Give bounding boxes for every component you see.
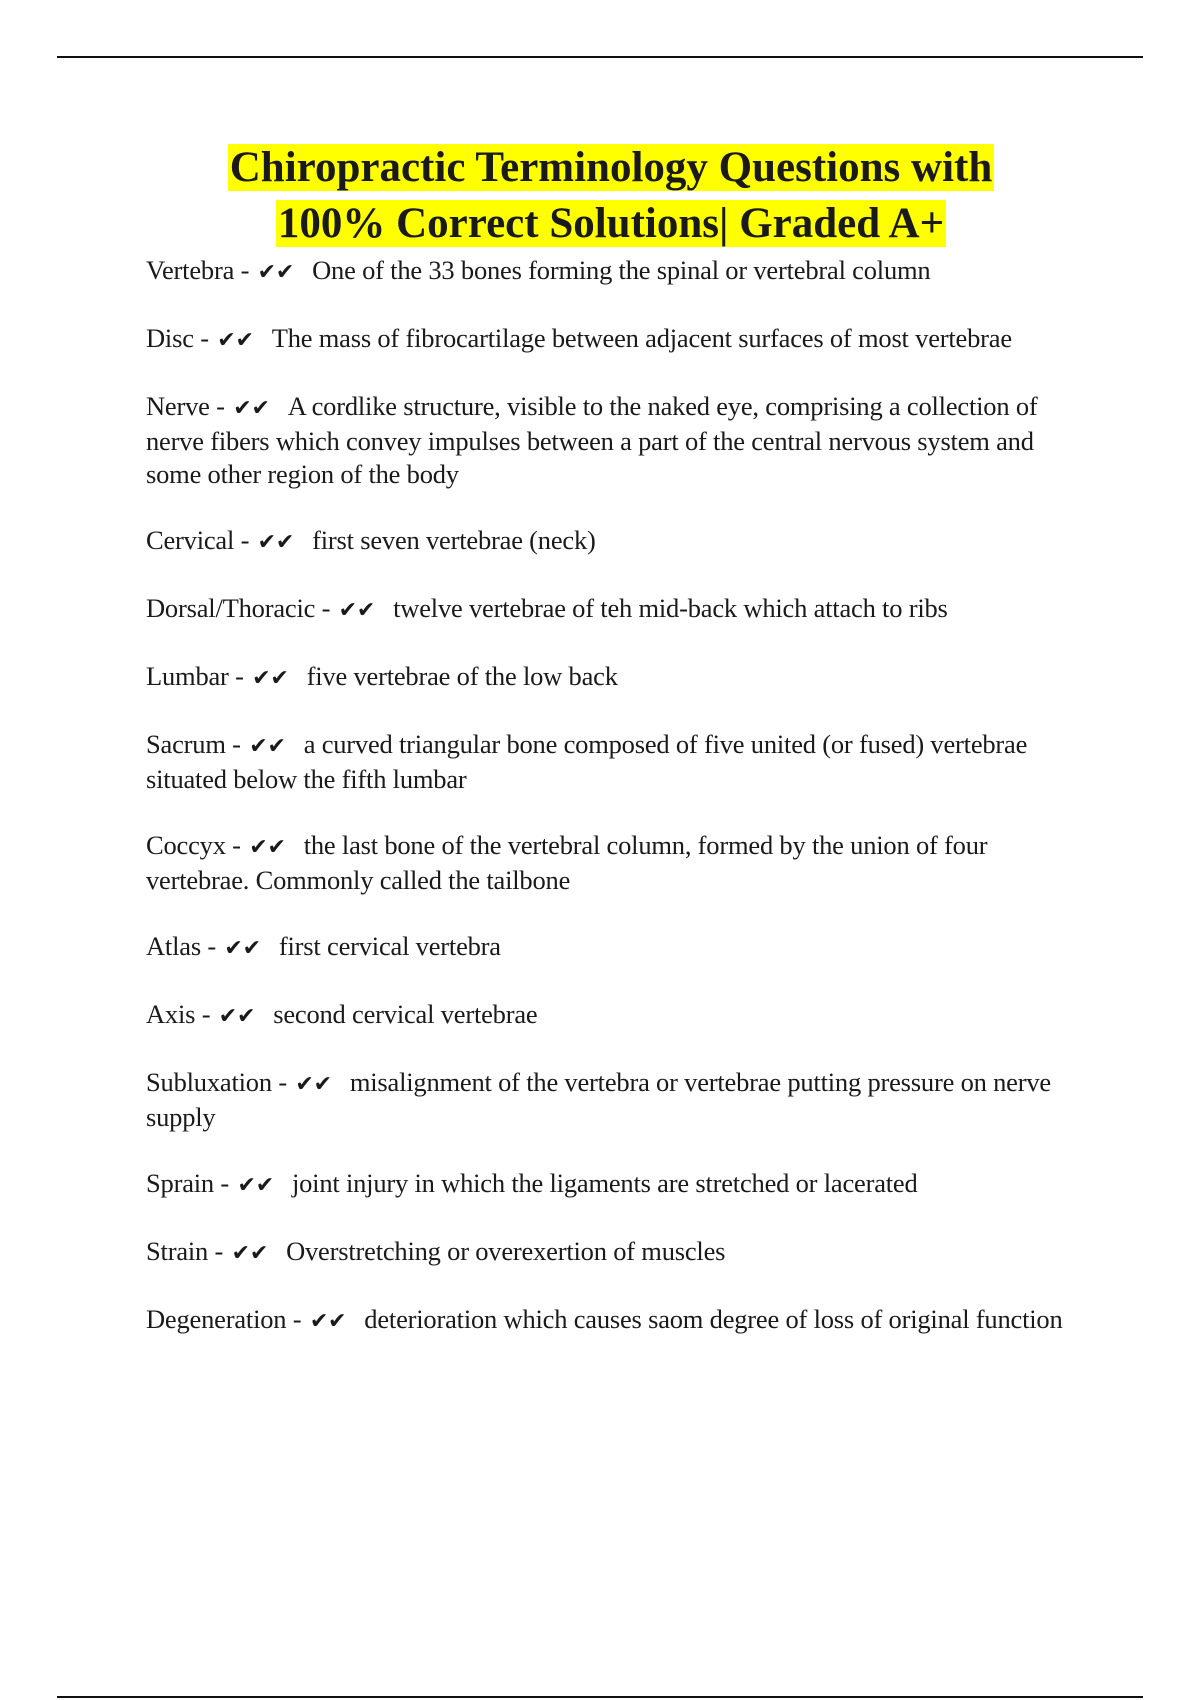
term-label: Cervical bbox=[146, 525, 235, 555]
check-mark-icon: ✔✔ bbox=[257, 260, 295, 285]
term-label: Degeneration bbox=[146, 1304, 287, 1334]
term-label: Sacrum bbox=[146, 729, 226, 759]
term-entry: Sacrum - ✔✔ a curved triangular bone composed of five united (or fused) vertebrae situated below the fifth lumbar bbox=[146, 729, 1028, 794]
term-definition: first seven vertebrae (neck) bbox=[312, 525, 596, 555]
term-entry: Subluxation - ✔✔ misalignment of the vertebra or vertebrae putting pressure on nerve supply bbox=[146, 1067, 1051, 1132]
term-definition: misalignment of the vertebra or vertebrae putting pressure on nerve supply bbox=[146, 1067, 1051, 1132]
term-definition: The mass of fibrocartilage between adjacent surfaces of most vertebrae bbox=[271, 323, 1012, 353]
term-definition: joint injury in which the ligaments are stretched or lacerated bbox=[291, 1168, 918, 1198]
term-definition: the last bone of the vertebral column, formed by the union of four vertebrae. Commonly called the tailbone bbox=[146, 830, 988, 895]
term-entry: Dorsal/Thoracic - ✔✔ twelve vertebrae of teh mid-back which attach to ribs bbox=[146, 593, 948, 623]
check-mark-icon: ✔✔ bbox=[233, 396, 270, 421]
title-line-2: 100% Correct Solutions| Graded A+ bbox=[277, 200, 945, 247]
title-line-1: Chiropractic Terminology Questions with bbox=[229, 144, 993, 191]
document-title bbox=[140, 140, 1082, 252]
check-mark-icon: ✔✔ bbox=[338, 598, 376, 623]
term-entry: Coccyx - ✔✔ the last bone of the vertebral column, formed by the union of four vertebrae. Commonly called the tailbone bbox=[146, 830, 988, 895]
term-entry: Strain - ✔✔ Overstretching or overexertion of muscles bbox=[146, 1236, 726, 1266]
check-mark-icon: ✔✔ bbox=[231, 1241, 269, 1266]
check-mark-icon: ✔✔ bbox=[218, 1004, 256, 1029]
term-list bbox=[146, 254, 1076, 1338]
term-entry: Disc - ✔✔ The mass of fibrocartilage between adjacent surfaces of most vertebrae bbox=[146, 323, 1012, 353]
term-label: Axis bbox=[146, 999, 196, 1029]
term-label: Dorsal/Thoracic bbox=[146, 593, 316, 623]
term-definition: five vertebrae of the low back bbox=[306, 661, 618, 691]
bottom-rule bbox=[57, 1696, 1143, 1698]
term-definition: second cervical vertebrae bbox=[273, 999, 538, 1029]
term-entry: Vertebra - ✔✔ One of the 33 bones forming the spinal or vertebral column bbox=[146, 255, 931, 285]
term-entry: Lumbar - ✔✔ five vertebrae of the low back bbox=[146, 661, 618, 691]
check-mark-icon: ✔✔ bbox=[249, 734, 286, 759]
term-label: Disc bbox=[146, 323, 194, 353]
top-rule bbox=[57, 56, 1143, 58]
term-definition: deterioration which causes saom degree of loss of original function bbox=[364, 1304, 1063, 1334]
check-mark-icon: ✔✔ bbox=[295, 1072, 332, 1097]
term-entry: Axis - ✔✔ second cervical vertebrae bbox=[146, 999, 538, 1029]
term-entry: Sprain - ✔✔ joint injury in which the ligaments are stretched or lacerated bbox=[146, 1168, 918, 1198]
term-definition: A cordlike structure, visible to the naked eye, comprising a collection of nerve fibers which convey impulses between a part of the central nervous system and some other region of the body bbox=[146, 391, 1038, 489]
term-label: Lumbar bbox=[146, 661, 229, 691]
term-definition: a curved triangular bone composed of five united (or fused) vertebrae situated below the fifth lumbar bbox=[146, 729, 1028, 794]
check-mark-icon: ✔✔ bbox=[224, 936, 261, 961]
term-definition: first cervical vertebra bbox=[278, 931, 501, 961]
check-mark-icon: ✔✔ bbox=[237, 1173, 274, 1198]
term-label: Vertebra bbox=[146, 255, 235, 285]
check-mark-icon: ✔✔ bbox=[257, 530, 295, 555]
check-mark-icon: ✔✔ bbox=[309, 1309, 347, 1334]
term-definition: twelve vertebrae of teh mid-back which attach to ribs bbox=[393, 593, 948, 623]
term-entry: Atlas - ✔✔ first cervical vertebra bbox=[146, 931, 501, 961]
term-label: Coccyx bbox=[146, 830, 226, 860]
term-label: Sprain bbox=[146, 1168, 214, 1198]
term-entry: Cervical - ✔✔ first seven vertebrae (neck) bbox=[146, 525, 596, 555]
term-label: Nerve bbox=[146, 391, 210, 421]
check-mark-icon: ✔✔ bbox=[252, 666, 289, 691]
term-label: Atlas bbox=[146, 931, 201, 961]
document-body bbox=[146, 140, 1076, 1371]
check-mark-icon: ✔✔ bbox=[249, 835, 286, 860]
term-entry: Degeneration - ✔✔ deterioration which causes saom degree of loss of original function bbox=[146, 1304, 1063, 1334]
term-definition: One of the 33 bones forming the spinal or vertebral column bbox=[312, 255, 931, 285]
term-definition: Overstretching or overexertion of muscles bbox=[286, 1236, 726, 1266]
check-mark-icon: ✔✔ bbox=[217, 328, 254, 353]
term-entry: Nerve - ✔✔ A cordlike structure, visible to the naked eye, comprising a collection of nerve fibers which convey impulses between a part of the central nervous system and some other region of the body bbox=[146, 391, 1038, 489]
term-label: Subluxation bbox=[146, 1067, 272, 1097]
term-label: Strain bbox=[146, 1236, 209, 1266]
